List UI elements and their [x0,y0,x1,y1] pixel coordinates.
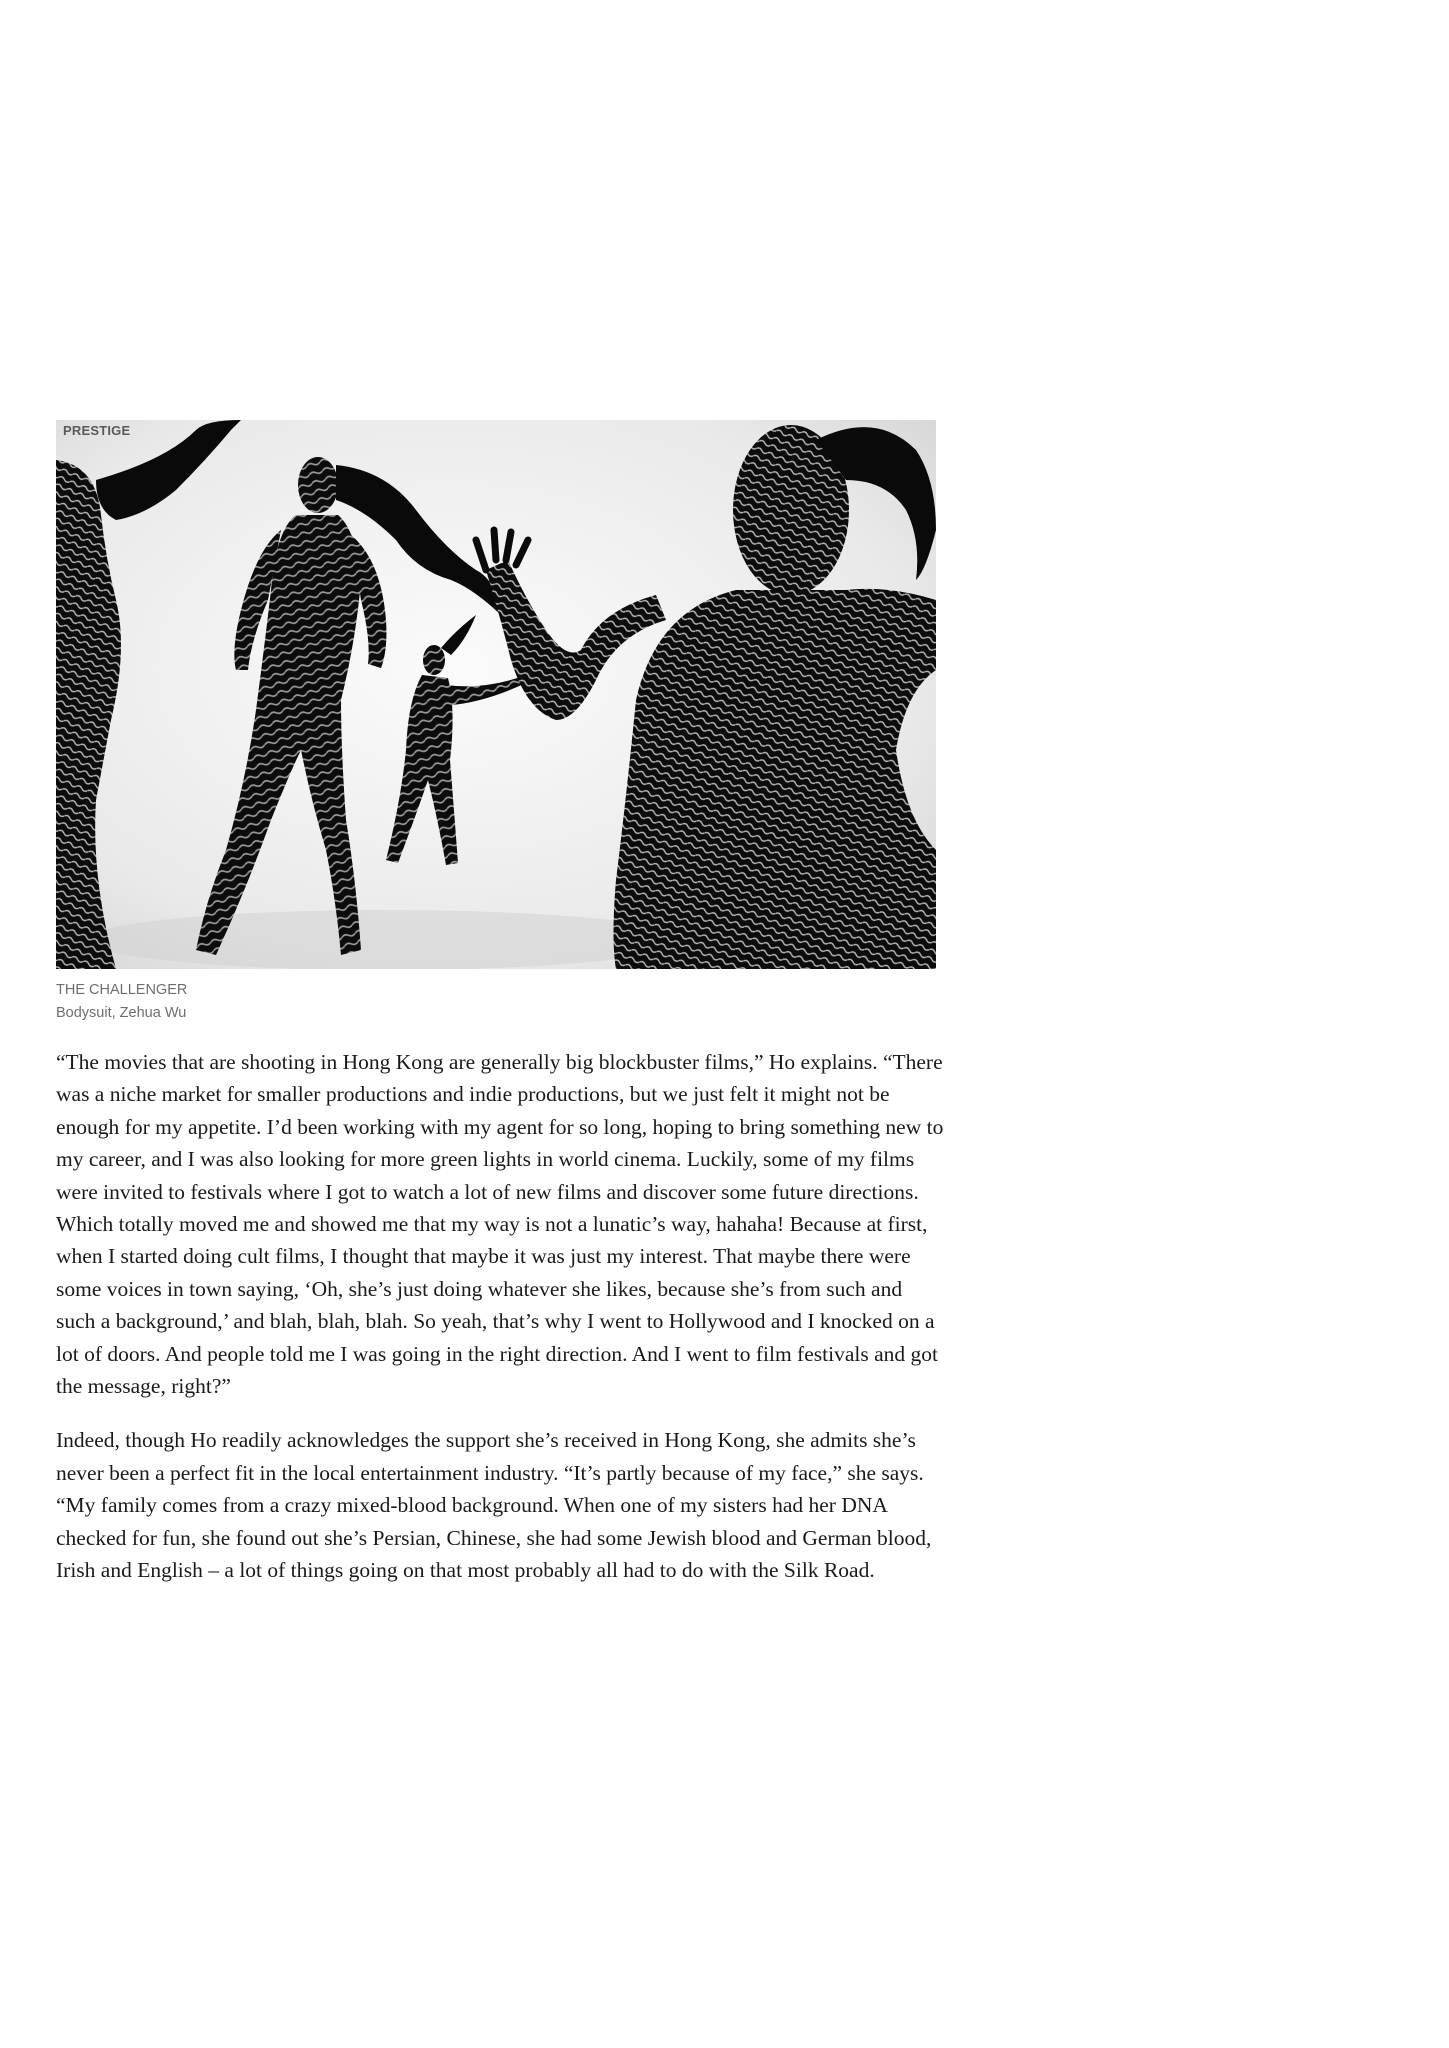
photo-watermark: PRESTIGE [63,423,131,438]
article-photo [56,420,936,969]
photo-caption [56,979,936,1025]
figures-illustration [56,420,936,969]
article-paragraph: “The movies that are shooting in Hong Kong are generally big blockbuster films,” Ho explains. “There was a niche market for smaller productions and indie productions, but we just felt it might not be enough for my appetite. I’d been working with my agent for so long, hoping to bring something new to my career, and I was also looking for more green lights in world cinema. Luckily, some of my films were invited to festivals where I got to watch a lot of new films and discover some future directions. Which totally moved me and showed me that my way is not a lunatic’s way, hahaha! Because at first, when I started doing cult films, I thought that maybe it was just my interest. That maybe there were some voices in town saying, ‘Oh, she’s just doing whatever she likes, because she’s from such and such a background,’ and blah, blah, blah. So yeah, that’s why I went to Hollywood and I knocked on a lot of doors. And people told me I was going in the right direction. And I went to film festivals and got the message, right?” [56,1050,944,1399]
article-paragraph: Indeed, though Ho readily acknowledges the support she’s received in Hong Kong, she admits she’s never been a perfect fit in the local entertainment industry. “It’s partly because of my face,” she says. “My family comes from a crazy mixed-blood background. When one of my sisters had her DNA checked for fun, she found out she’s Persian, Chinese, she had some Jewish blood and German blood, Irish and English – a lot of things going on that most probably all had to do with the Silk Road. [56,1428,932,1583]
caption-title: THE CHALLENGER [56,982,188,998]
article-body [56,1046,944,1609]
caption-credit: Bodysuit, Zehua Wu [56,1005,187,1021]
